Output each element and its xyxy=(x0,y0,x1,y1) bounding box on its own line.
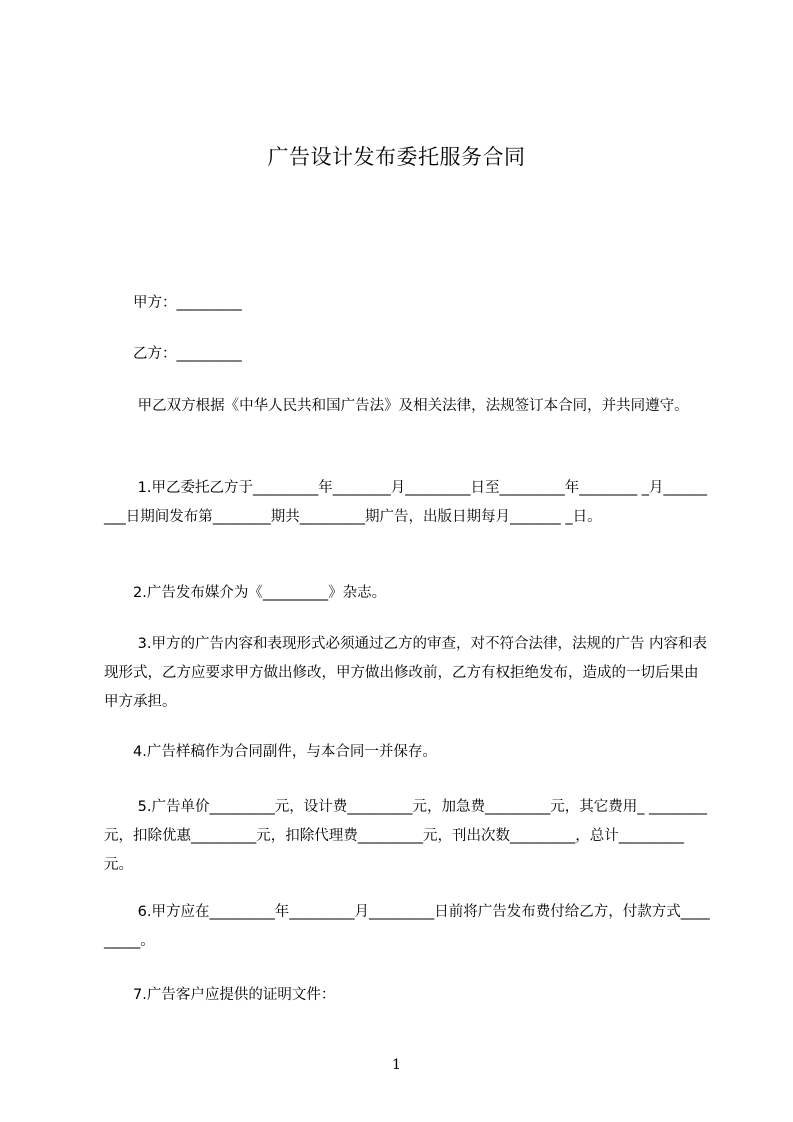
clause-6: 6.甲方应在_________年_________月_________日前将广告发布费付给乙方，付款方式_________。 xyxy=(104,904,710,949)
party-b-line: 乙方：_________ xyxy=(104,346,242,362)
clause-3: 3.甲方的广告内容和表现形式必须通过乙方的审查，对不符合法律，法规的广告 内容和表现形式，乙方应要求甲方做出修改，甲方做出修改前，乙方有权拒绝发布，造成的一切后果由甲方承担。 xyxy=(104,636,708,710)
party-a-line: 甲方：_________ xyxy=(104,295,242,311)
clause-2: 2.广告发布媒介为《_________》杂志。 xyxy=(104,585,387,601)
page-number: 1 xyxy=(392,1057,401,1073)
clause-1: 1.甲乙委托乙方于_________年________月_________日至_________年________ _月_________日期间发布第________期共_________期广告，出版日期每月_______ _日。 xyxy=(104,480,708,525)
clause-5: 5.广告单价_________元，设计费_________元，加急费_________元，其它费用_ ________元，扣除优惠_________元，扣除代理费_________元，刊出次数_________，总计_________元。 xyxy=(104,799,708,873)
intro-paragraph: 甲乙双方根据《中华人民共和国广告法》及相关法律，法规签订本合同，并共同遵守。 xyxy=(104,398,689,414)
clause-4: 4.广告样稿作为合同副件，与本合同一并保存。 xyxy=(104,744,437,760)
clause-7: 7.广告客户应提供的证明文件： xyxy=(104,987,336,1003)
document-title: 广告设计发布委托服务合同 xyxy=(267,145,526,169)
